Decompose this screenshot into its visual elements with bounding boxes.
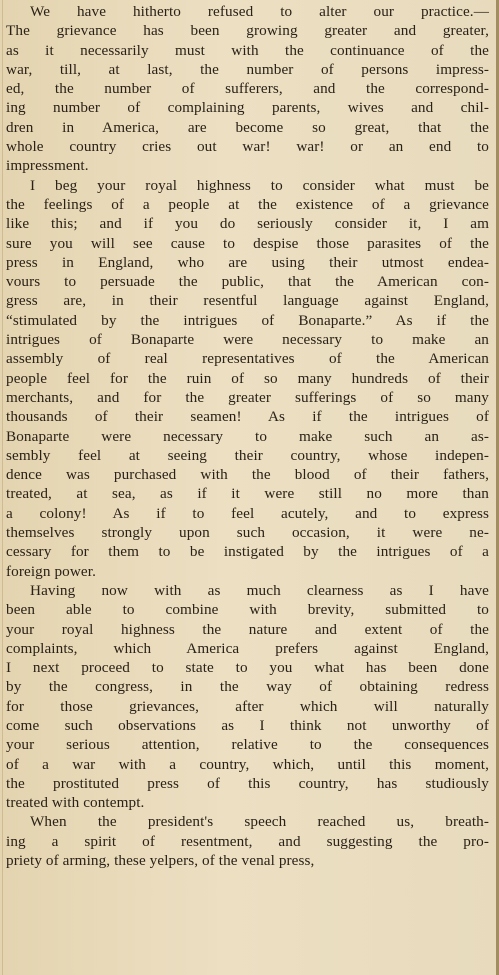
text-line: “stimulated by the intrigues of Bonaparte.” As if the <box>6 311 489 329</box>
text-line: priety of arming, these yelpers, of the venal press, <box>6 852 315 870</box>
text-line: ing number of complaining parents, wives and chil- <box>6 99 489 117</box>
text-line: come such observations as I think not unworthy of <box>6 716 489 734</box>
text-line: the prostituted press of this country, has studiously <box>6 774 489 792</box>
text-line: the feelings of a people at the existence of a grievance <box>6 195 489 213</box>
text-line: complaints, which America prefers against England, <box>6 639 489 657</box>
text-line: for those grievances, after which will naturally <box>6 697 489 715</box>
text-line: When the president's speech reached us, breath- <box>30 813 489 831</box>
text-line: press in England, who are using their utmost endea- <box>6 253 489 271</box>
text-line: cessary for them to be instigated by the intrigues of a <box>6 543 489 561</box>
text-line: merchants, and for the greater sufferings of so many <box>6 388 489 406</box>
paragraph <box>6 812 489 870</box>
text-line: dren in America, are become so great, that the <box>6 118 489 136</box>
text-line: themselves strongly upon such occasion, it were ne- <box>6 524 489 542</box>
text-line: ed, the number of sufferers, and the correspond- <box>6 80 489 98</box>
text-line: dence was purchased with the blood of their fathers, <box>6 466 489 484</box>
text-line: I beg your royal highness to consider what must be <box>30 176 489 194</box>
text-line: ing a spirit of resentment, and suggesting the pro- <box>6 832 489 850</box>
text-line: thousands of their seamen! As if the intrigues of <box>6 408 489 426</box>
text-line: your serious attention, relative to the consequences <box>6 736 489 754</box>
text-line: intrigues of Bonaparte were necessary to make an <box>6 331 489 349</box>
text-line: people feel for the ruin of so many hundreds of their <box>6 369 489 387</box>
text-line: The grievance has been growing greater and greater, <box>6 22 489 40</box>
text-line: I next proceed to state to you what has been done <box>6 659 489 677</box>
paragraph <box>6 176 489 581</box>
text-line: impressment. <box>6 157 89 175</box>
text-line: a colony! As if to feel acutely, and to express <box>6 504 489 522</box>
paragraph <box>6 581 489 813</box>
text-line: by the congress, in the way of obtaining redress <box>6 678 489 696</box>
article-body <box>6 2 489 870</box>
text-line: Having now with as much clearness as I have <box>30 581 489 599</box>
text-line: war, till, at last, the number of persons impress- <box>6 60 489 78</box>
text-line: Bonaparte were necessary to make such an as- <box>6 427 489 445</box>
text-line: like this; and if you do seriously consider it, I am <box>6 215 489 233</box>
text-line: treated, at sea, as if it were still no more than <box>6 485 489 503</box>
text-line: assembly of real representatives of the American <box>6 350 489 368</box>
text-line: whole country cries out war! war! or an end to <box>6 138 489 156</box>
text-line: sembly feel at seeing their country, whose indepen- <box>6 446 489 464</box>
paragraph <box>6 2 489 176</box>
text-line: sure you will see cause to despise those parasites of the <box>6 234 489 252</box>
text-line: been able to combine with brevity, submitted to <box>6 601 489 619</box>
text-line: foreign power. <box>6 562 96 580</box>
text-line: your royal highness the nature and extent of the <box>6 620 489 638</box>
text-line: gress are, in their resentful language against England, <box>6 292 489 310</box>
text-line: treated with contempt. <box>6 794 145 812</box>
text-line: as it necessarily must with the continuance of the <box>6 41 489 59</box>
text-line: vours to persuade the public, that the American con- <box>6 273 489 291</box>
text-line: We have hitherto refused to alter our practice.— <box>30 3 489 20</box>
column-rule <box>2 0 3 975</box>
text-line: of a war with a country, which, until this moment, <box>6 755 489 773</box>
